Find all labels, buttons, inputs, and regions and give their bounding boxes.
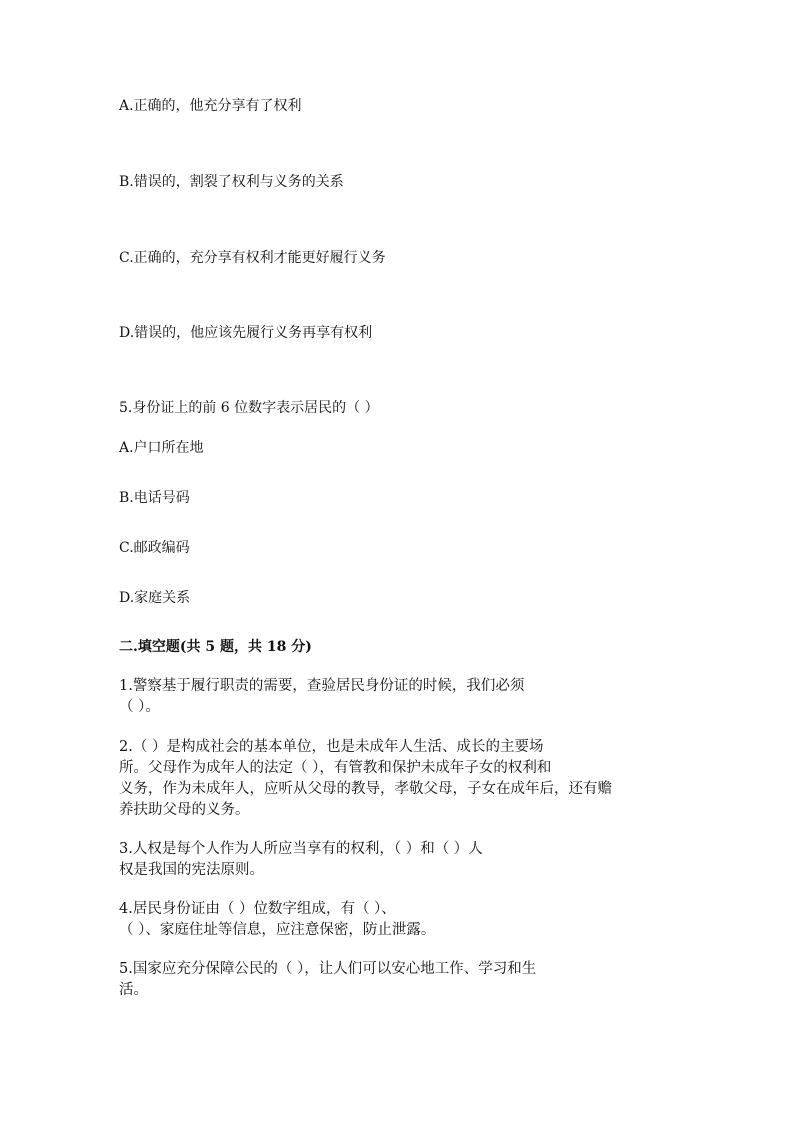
- fill-question-3-line-1: 3.人权是每个人作为人所应当享有的权利，（ ）和（ ）人: [119, 841, 483, 857]
- fill-question-5-line-2: 活。: [119, 982, 148, 998]
- section-2-heading: 二.填空题(共 5 题，共 18 分): [119, 639, 312, 655]
- fill-question-4-line-2: （ ）、家庭住址等信息，应注意保密，防止泄露。: [119, 922, 436, 938]
- fill-question-3: [119, 839, 675, 881]
- fill-question-5: [119, 959, 675, 1001]
- fill-question-4-line-1: 4.居民身份证由（ ）位数字组成，有（ ）、: [119, 901, 396, 917]
- fill-question-5-line-1: 5.国家应充分保障公民的（ ），让人们可以安心地工作、学习和生: [119, 961, 537, 977]
- fill-question-1-line-1: 1.警察基于履行职责的需要，查验居民身份证的时候，我们必须: [119, 678, 525, 694]
- q5-option-d: D.家庭关系: [119, 590, 191, 606]
- q4-option-b: B.错误的，割裂了权利与义务的关系: [119, 174, 344, 190]
- fill-question-2-line-1: 2.（ ）是构成社会的基本单位，也是未成年人生活、成长的主要场: [119, 739, 544, 755]
- fill-question-3-line-2: 权是我国的宪法原则。: [119, 862, 264, 878]
- fill-question-2: [119, 737, 675, 821]
- fill-question-2-line-3: 义务，作为未成年人，应听从父母的教导，孝敬父母，子女在成年后，还有赡: [119, 781, 612, 797]
- q5-stem: 5.身份证上的前 6 位数字表示居民的（ ）: [119, 400, 379, 416]
- q5-option-c: C.邮政编码: [119, 540, 190, 556]
- q4-option-c: C.正确的，充分享有权利才能更好履行义务: [119, 250, 386, 266]
- q4-option-a: A.正确的，他充分享有了权利: [119, 98, 302, 114]
- fill-question-1-line-2: （ ）。: [119, 699, 160, 715]
- fill-question-2-line-4: 养扶助父母的义务。: [119, 802, 250, 818]
- fill-question-1: [119, 676, 675, 718]
- q5-option-a: A.户口所在地: [119, 440, 204, 456]
- fill-question-2-line-2: 所。父母作为成年人的法定（ ），有管教和保护未成年子女的权利和: [119, 760, 552, 776]
- q4-option-d: D.错误的，他应该先履行义务再享有权利: [119, 325, 373, 341]
- fill-question-4: [119, 899, 675, 941]
- q5-option-b: B.电话号码: [119, 490, 190, 506]
